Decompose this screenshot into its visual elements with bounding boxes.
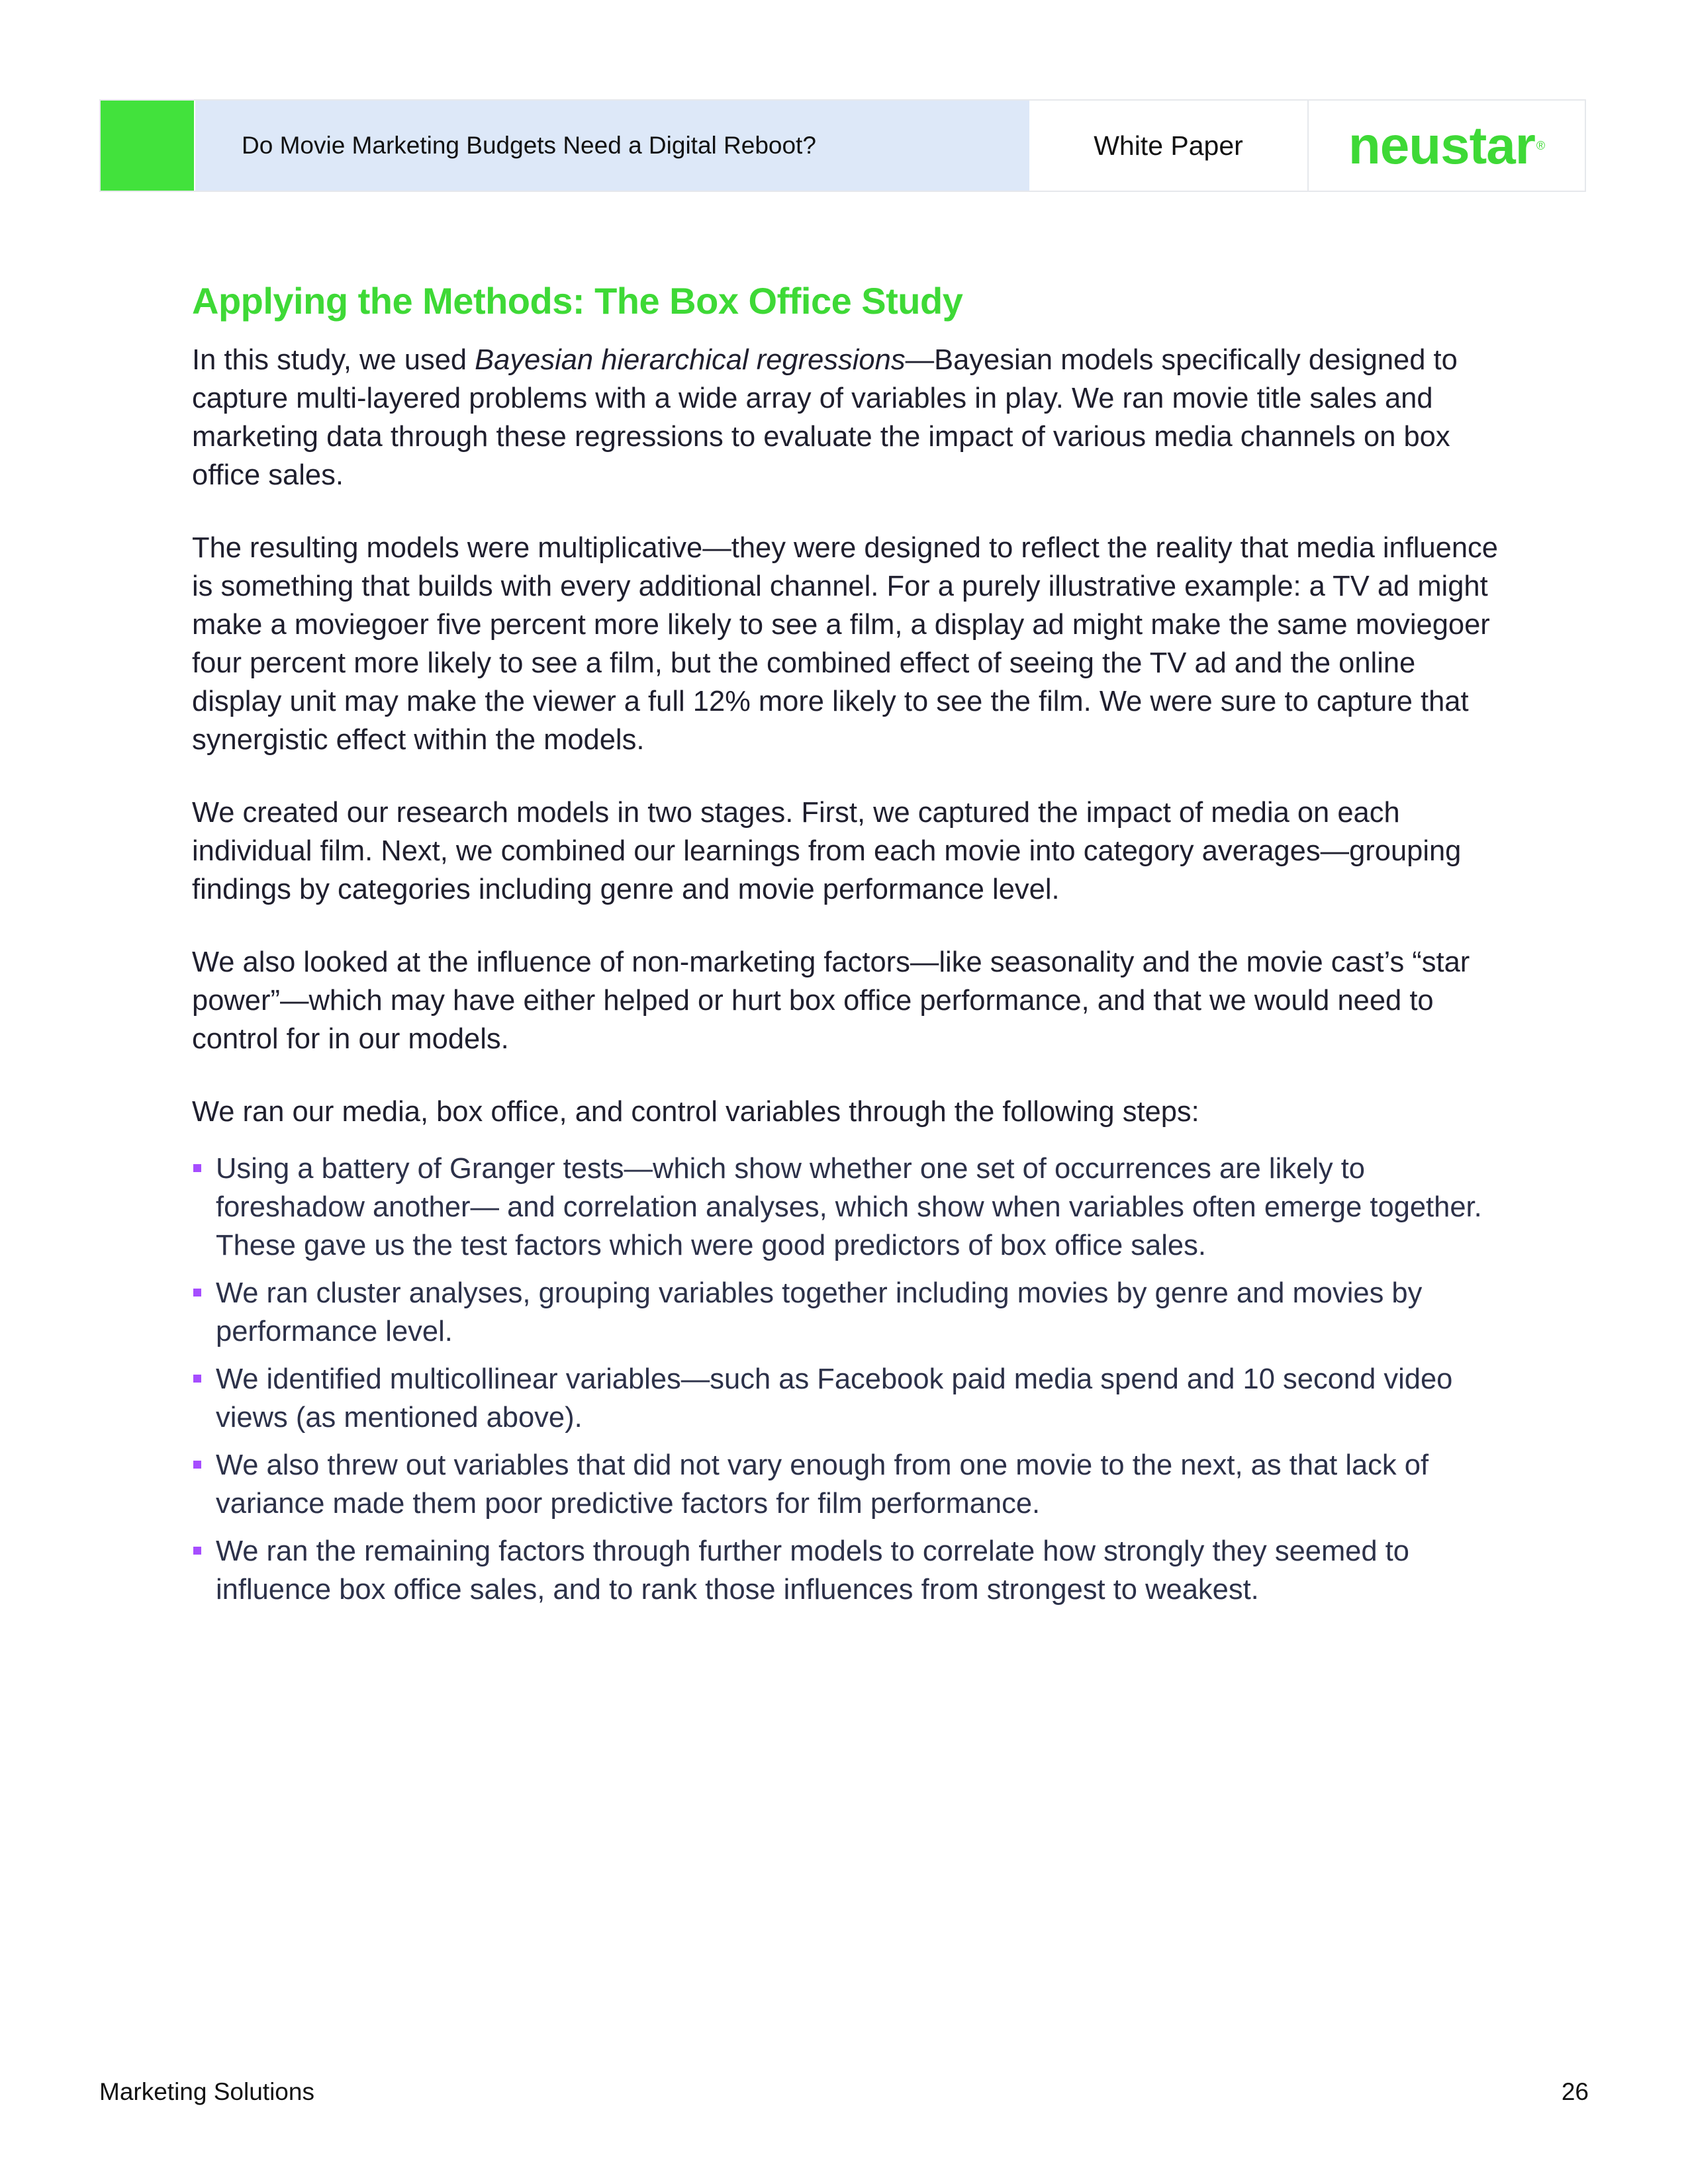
paragraph-1-intro: In this study, we used xyxy=(192,344,475,376)
list-item-text: We ran cluster analyses, grouping variables together including movies by genre and movies by performance level. xyxy=(216,1277,1423,1347)
list-item-text: We also threw out variables that did not vary enough from one movie to the next, as that lack of variance made them poor predictive factors for film performance. xyxy=(216,1449,1429,1520)
neustar-logo xyxy=(1309,101,1585,191)
list-item-text: We ran the remaining factors through further models to correlate how strongly they seemed to influence box office sales, and to rank those influences from strongest to weakest. xyxy=(216,1535,1409,1606)
main-content xyxy=(192,275,1509,1618)
section-heading: Applying the Methods: The Box Office Study xyxy=(192,280,963,322)
paragraph-1-rest: —Bayesian models specifically designed to capture multi-layered problems with a wide array of variables in play. We ran movie title sales and marketing data through these regressions to evaluate the impact of various media channels on box office sales. xyxy=(192,344,1458,491)
square-bullet-icon xyxy=(193,1547,201,1555)
square-bullet-icon xyxy=(193,1375,201,1383)
paragraph-3: We created our research models in two stages. First, we captured the impact of media on each individual film. Next, we combined our learnings from each movie into category averages—grouping findings by categories including genre and movie performance level. xyxy=(192,797,1462,905)
document-title: Do Movie Marketing Budgets Need a Digital Reboot? xyxy=(195,101,1029,191)
paragraph-5: We ran our media, box office, and control variables through the following steps: xyxy=(192,1096,1199,1128)
list-item xyxy=(192,1150,1509,1265)
steps-list xyxy=(192,1150,1509,1609)
list-item xyxy=(192,1360,1509,1437)
document-type-label: White Paper xyxy=(1029,101,1309,191)
list-item xyxy=(192,1446,1509,1523)
list-item xyxy=(192,1532,1509,1609)
registered-mark: ® xyxy=(1536,138,1546,152)
emphasized-term: Bayesian hierarchical regressions xyxy=(475,344,906,376)
logo-wordmark: neustar xyxy=(1348,116,1535,175)
list-item-text: We identified multicollinear variables—such as Facebook paid media spend and 10 second video views (as mentioned above). xyxy=(216,1363,1453,1433)
paragraph-1 xyxy=(192,341,1509,494)
list-item xyxy=(192,1274,1509,1351)
page-number: 26 xyxy=(1561,2078,1589,2105)
list-item-text: Using a battery of Granger tests—which show whether one set of occurrences are likely to foreshadow another— and correlation analyses, which show when variables often emerge together. These gave us the test factors which were good predictors of box office sales. xyxy=(216,1153,1482,1261)
paragraph-4: We also looked at the influence of non-marketing factors—like seasonality and the movie cast’s “star power”—which may have either helped or hurt box office performance, and that we would need to control for in our models. xyxy=(192,946,1470,1055)
square-bullet-icon xyxy=(193,1461,201,1469)
square-bullet-icon xyxy=(193,1289,201,1297)
page-header xyxy=(99,99,1586,192)
paragraph-2: The resulting models were multiplicative—they were designed to reflect the reality that media influence is something that builds with every additional channel. For a purely illustrative example: a TV ad might make a moviegoer five percent more likely to see a film, a display ad might make the same moviegoer four percent more likely to see a film, but the combined effect of seeing the TV ad and the online display unit may make the viewer a full 12% more likely to see the film. We were sure to capture that synergistic effect within the models. xyxy=(192,532,1498,756)
square-bullet-icon xyxy=(193,1164,201,1172)
footer-section-label: Marketing Solutions xyxy=(99,2078,314,2105)
